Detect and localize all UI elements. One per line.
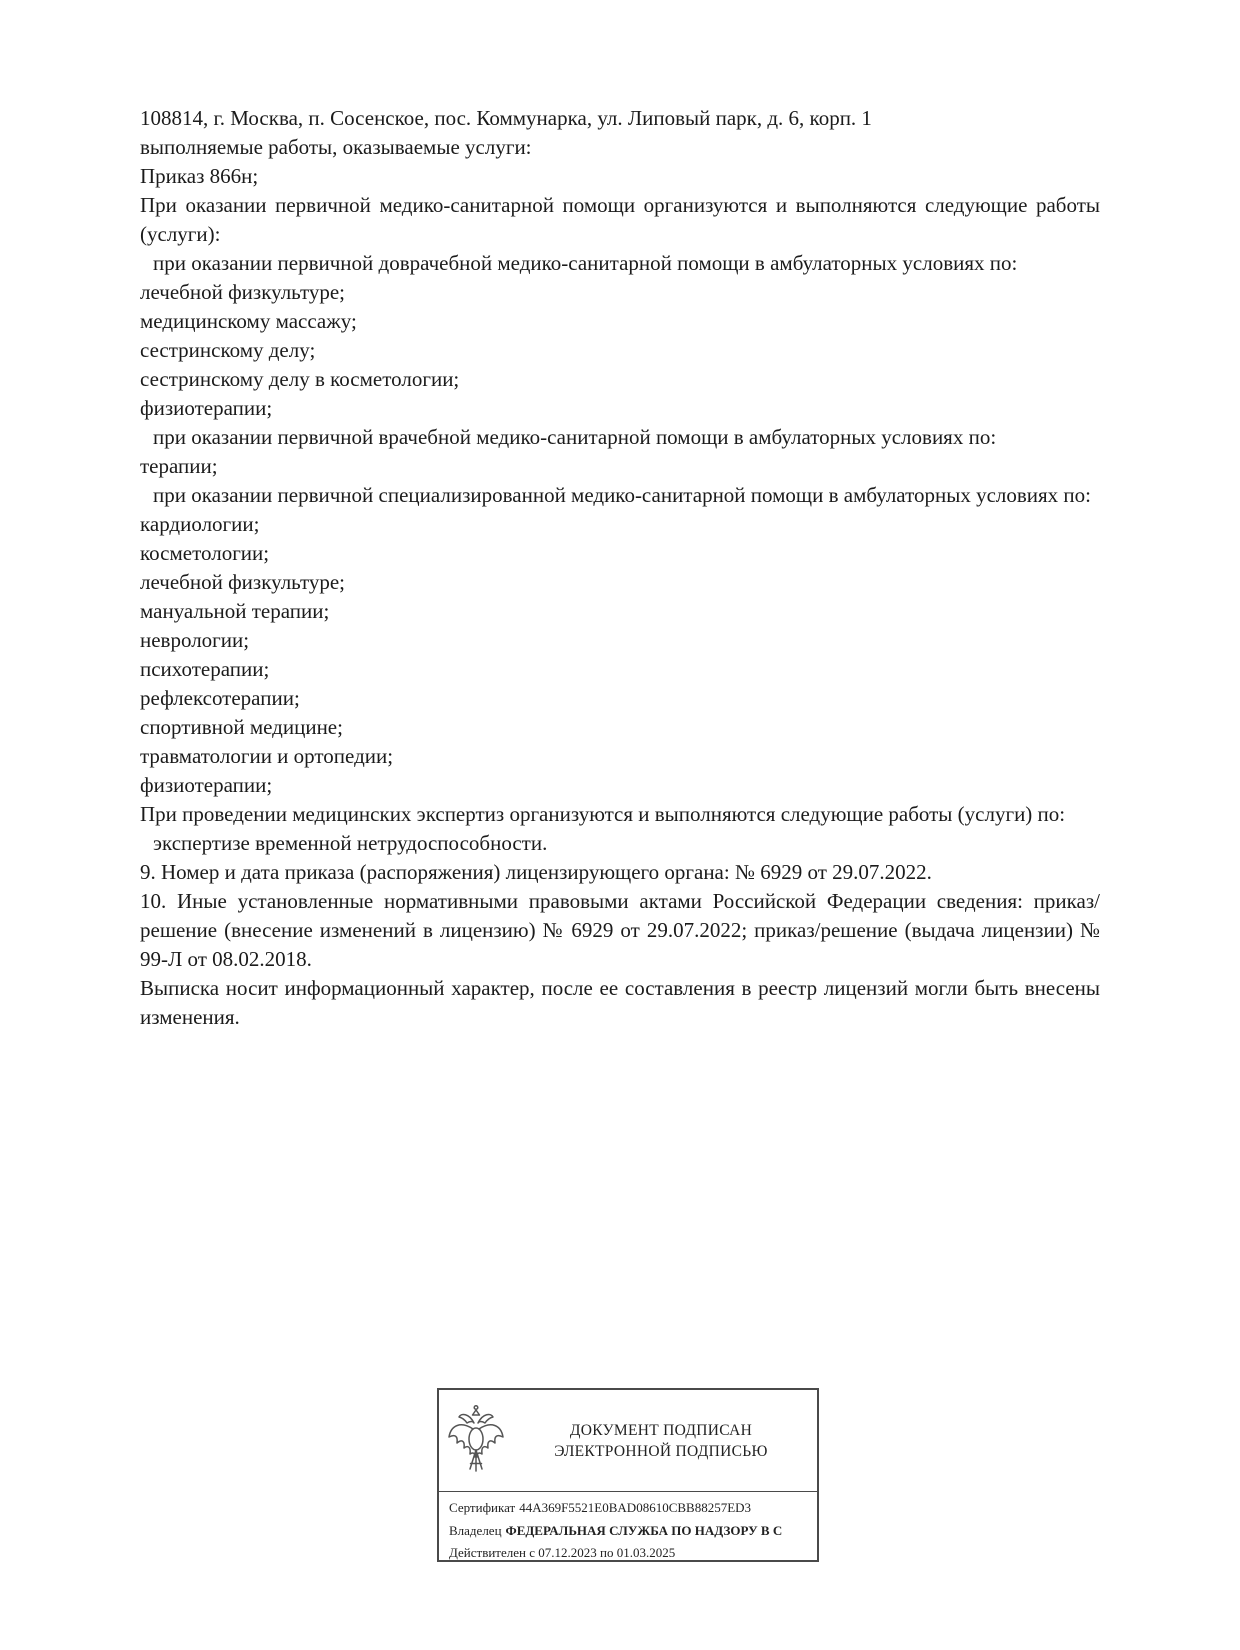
list-item: лечебной физкультуре;: [140, 280, 346, 304]
clause-9: 9. Номер и дата приказа (распоряжения) лицензирующего органа: № 6929 от 29.07.2022.: [140, 860, 932, 884]
list-item: сестринскому делу в косметологии;: [140, 367, 460, 391]
certificate-line: [449, 1497, 817, 1520]
list-item: психотерапии;: [140, 657, 270, 681]
order-reference: Приказ 866н;: [140, 164, 259, 188]
disclaimer: Выписка носит информационный характер, после ее составления в реестр лицензий могли быть внесены изменения.: [140, 976, 1100, 1029]
paragraph: при оказании первичной доврачебной медико-санитарной помощи в амбулаторных условиях по:: [153, 251, 1018, 275]
works-services-label: выполняемые работы, оказываемые услуги:: [140, 135, 532, 159]
list-item: спортивной медицине;: [140, 715, 343, 739]
clause-10: 10. Иные установленные нормативными правовыми актами Российской Федерации сведения: приказ/решение (внесение изменений в лицензию) № 6929 от 29.07.2022; приказ/решение (выдача лицензии) № 99-Л от 08.02.2018.: [140, 889, 1100, 971]
stamp-title-line2: ЭЛЕКТРОННОЙ ПОДПИСЬЮ: [554, 1442, 768, 1460]
owner-value: ФЕДЕРАЛЬНАЯ СЛУЖБА ПО НАДЗОРУ В С: [505, 1522, 783, 1538]
list-item: медицинскому массажу;: [140, 309, 357, 333]
stamp-details: [439, 1492, 817, 1562]
stamp-header: [439, 1390, 817, 1492]
certificate-value: 44A369F5521E0BAD08610CBB88257ED3: [519, 1500, 752, 1515]
list-item: сестринскому делу;: [140, 338, 316, 362]
paragraph: При проведении медицинских экспертиз организуются и выполняются следующие работы (услуги) по:: [140, 802, 1066, 826]
list-item: лечебной физкультуре;: [140, 570, 346, 594]
owner-label: Владелец: [449, 1522, 502, 1538]
signature-stamp: [437, 1388, 819, 1562]
certificate-label: Сертификат: [449, 1500, 516, 1515]
list-item: неврологии;: [140, 628, 250, 652]
list-item: косметологии;: [140, 541, 270, 565]
list-item: физиотерапии;: [140, 396, 273, 420]
paragraph: при оказании первичной специализированной медико-санитарной помощи в амбулаторных условиях по:: [153, 483, 1092, 507]
stamp-title: [513, 1420, 817, 1462]
list-item: терапии;: [140, 454, 218, 478]
list-item: кардиологии;: [140, 512, 260, 536]
validity-line: Действителен с 07.12.2023 по 01.03.2025: [449, 1545, 676, 1560]
list-item: рефлексотерапии;: [140, 686, 300, 710]
list-item: мануальной терапии;: [140, 599, 330, 623]
list-item: физиотерапии;: [140, 773, 273, 797]
paragraph: При оказании первичной медико-санитарной помощи организуются и выполняются следующие работы (услуги):: [140, 193, 1100, 246]
owner-line: [449, 1520, 817, 1543]
double-headed-eagle-icon: [439, 1404, 513, 1478]
stamp-title-line1: ДОКУМЕНТ ПОДПИСАН: [569, 1421, 753, 1439]
address-line: 108814, г. Москва, п. Сосенское, пос. Коммунарка, ул. Липовый парк, д. 6, корп. 1: [140, 106, 872, 130]
list-item: экспертизе временной нетрудоспособности.: [153, 831, 548, 855]
list-item: травматологии и ортопедии;: [140, 744, 394, 768]
paragraph: при оказании первичной врачебной медико-санитарной помощи в амбулаторных условиях по:: [153, 425, 997, 449]
